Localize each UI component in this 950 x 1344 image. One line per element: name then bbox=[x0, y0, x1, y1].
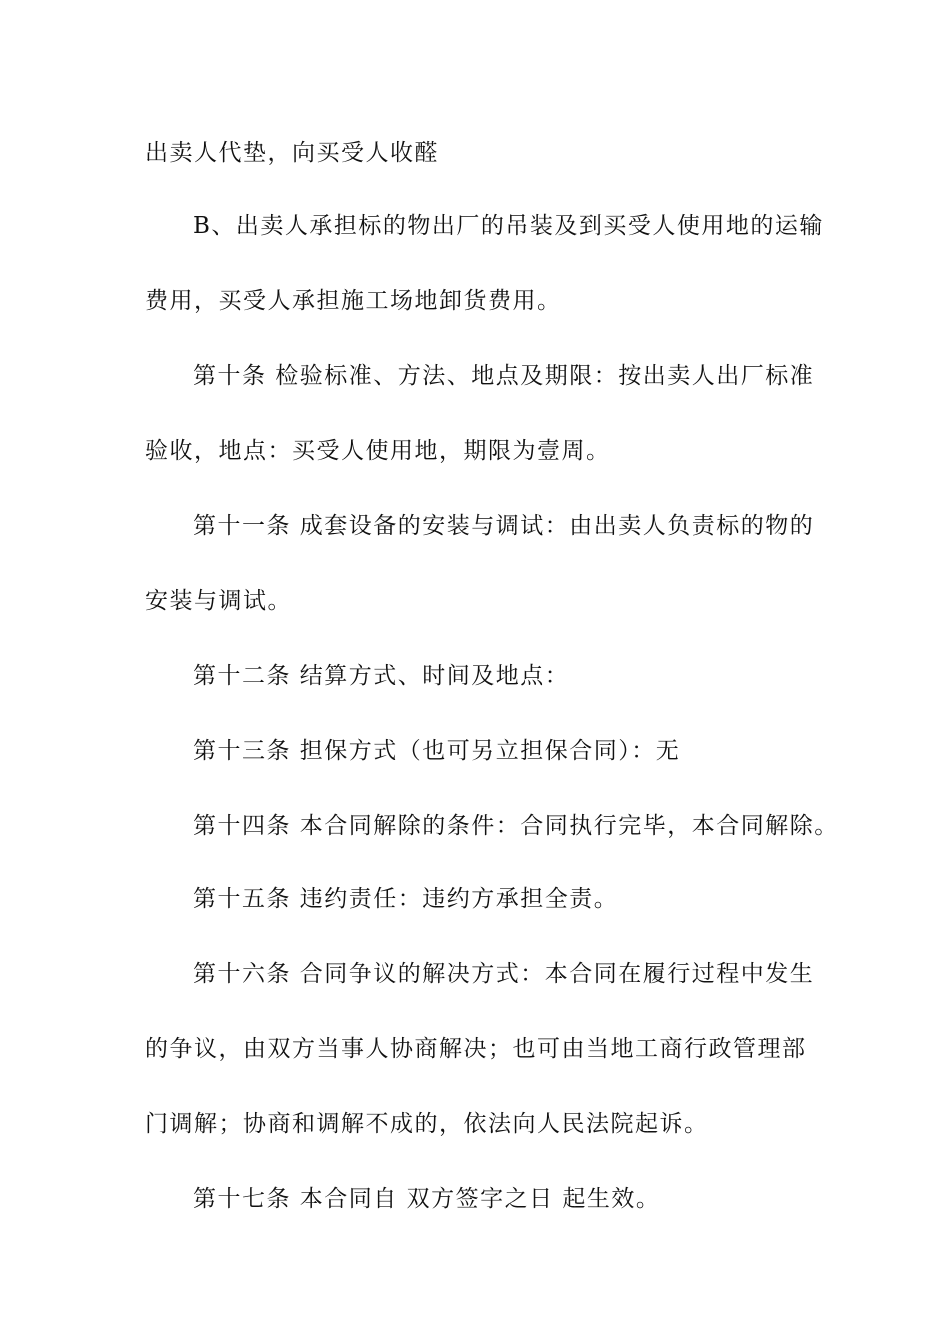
clause-16: 第十六条 合同争议的解决方式：本合同在履行过程中发生 bbox=[193, 961, 815, 987]
clause-17: 第十七条 本合同自 双方签字之日 起生效。 bbox=[193, 1186, 661, 1212]
text-line-item-b: B、出卖人承担标的物出厂的吊装及到买受人使用地的运输 bbox=[193, 213, 824, 239]
clause-15: 第十五条 违约责任：违约方承担全责。 bbox=[193, 886, 619, 912]
text-line-item-b-cont: 费用，买受人承担施工场地卸货费用。 bbox=[145, 288, 562, 314]
clause-13: 第十三条 担保方式（也可另立担保合同）：无 bbox=[193, 738, 681, 764]
clause-12: 第十二条 结算方式、时间及地点： bbox=[193, 663, 570, 689]
clause-16-cont-1: 的争议，由双方当事人协商解决；也可由当地工商行政管理部 bbox=[145, 1036, 807, 1062]
clause-10-cont: 验收，地点：买受人使用地，期限为壹周。 bbox=[145, 438, 611, 464]
clause-11: 第十一条 成套设备的安装与调试：由出卖人负责标的物的 bbox=[193, 513, 815, 539]
clause-11-cont: 安装与调试。 bbox=[145, 588, 292, 614]
text-line-continuation: 出卖人代垫，向买受人收醛 bbox=[145, 140, 439, 166]
clause-10: 第十条 检验标准、方法、地点及期限：按出卖人出厂标准 bbox=[193, 363, 815, 389]
clause-14: 第十四条 本合同解除的条件：合同执行完毕，本合同解除。 bbox=[193, 813, 839, 839]
clause-16-cont-2: 门调解；协商和调解不成的，依法向人民法院起诉。 bbox=[145, 1111, 709, 1137]
